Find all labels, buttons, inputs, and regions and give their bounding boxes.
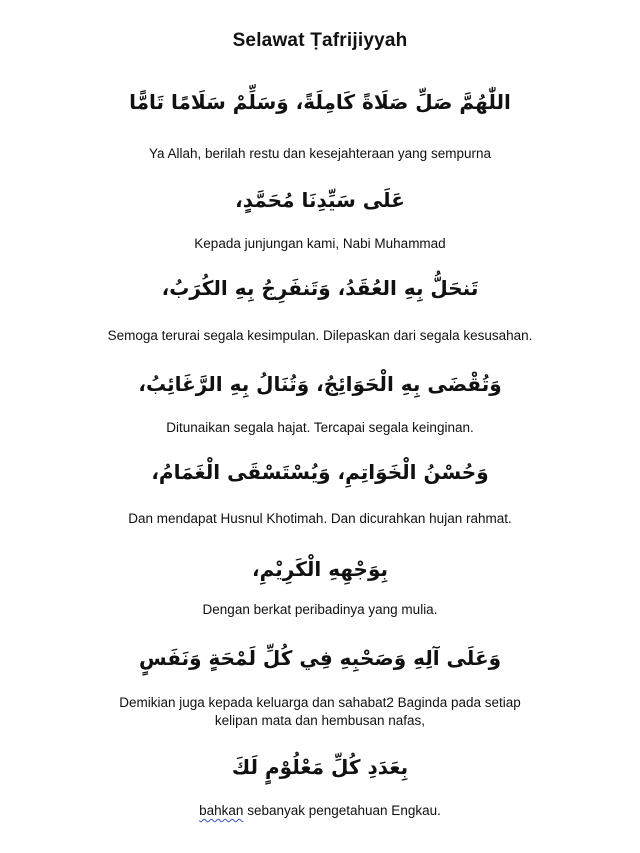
arabic-verse-2: عَلَى سَيِّدِنَا مُحَمَّدٍ، [235,188,405,212]
arabic-verse-4: وَتُقْضَى بِهِ الْحَوَائِجُ، وَتُنَالُ بِهِ الرَّغَائِبُ، [138,372,502,396]
arabic-verse-1: اللّٰهُمَّ صَلِّ صَلَاةً كَامِلَةً، وَسَلِّمْ سَلَامًا تَامًّا [129,90,511,114]
translation-verse-1: Ya Allah, berilah restu dan kesejahteraan yang sempurna [149,146,491,161]
arabic-verse-7: وَعَلَى آلِهِ وَصَحْبِهِ فِي كُلِّ لَمْحَةٍ وَنَفَسٍ [138,646,502,670]
translation-verse-8-rest: sebanyak pengetahuan Engkau. [243,803,441,818]
translation-verse-7-line-2: kelipan mata dan hembusan nafas, [214,713,426,728]
page-title: Selawat Ṭafrijiyyah [232,30,408,51]
translation-verse-6: Dengan berkat peribadinya yang mulia. [202,602,438,617]
arabic-verse-5: وَحُسْنُ الْخَوَاتِمِ، وَيُسْتَسْقَى الْغَمَامُ، [151,460,489,484]
translation-verse-7-line-1: Demikian juga kepada keluarga dan sahabat2 Baginda pada setiap [119,695,521,710]
arabic-verse-8: بِعَدَدِ كُلِّ مَعْلُوْمٍ لَكَ [231,755,409,779]
translation-verse-3: Semoga terurai segala kesimpulan. Dilepaskan dari segala kesusahan. [107,328,533,343]
translation-verse-4: Ditunaikan segala hajat. Tercapai segala keinginan. [166,420,474,435]
translation-verse-8 [0,802,640,820]
translation-verse-5: Dan mendapat Husnul Khotimah. Dan dicurahkan hujan rahmat. [128,511,512,526]
translation-verse-2: Kepada junjungan kami, Nabi Muhammad [194,236,446,251]
arabic-verse-6: بِوَجْهِهِ الْكَرِيْمِ، [252,557,388,581]
arabic-verse-3: تَنحَلُّ بِهِ العُقَدُ، وَتَنفَرِجُ بِهِ الكُرَبُ، [161,276,479,300]
spellcheck-underlined-word: bahkan [199,803,244,818]
